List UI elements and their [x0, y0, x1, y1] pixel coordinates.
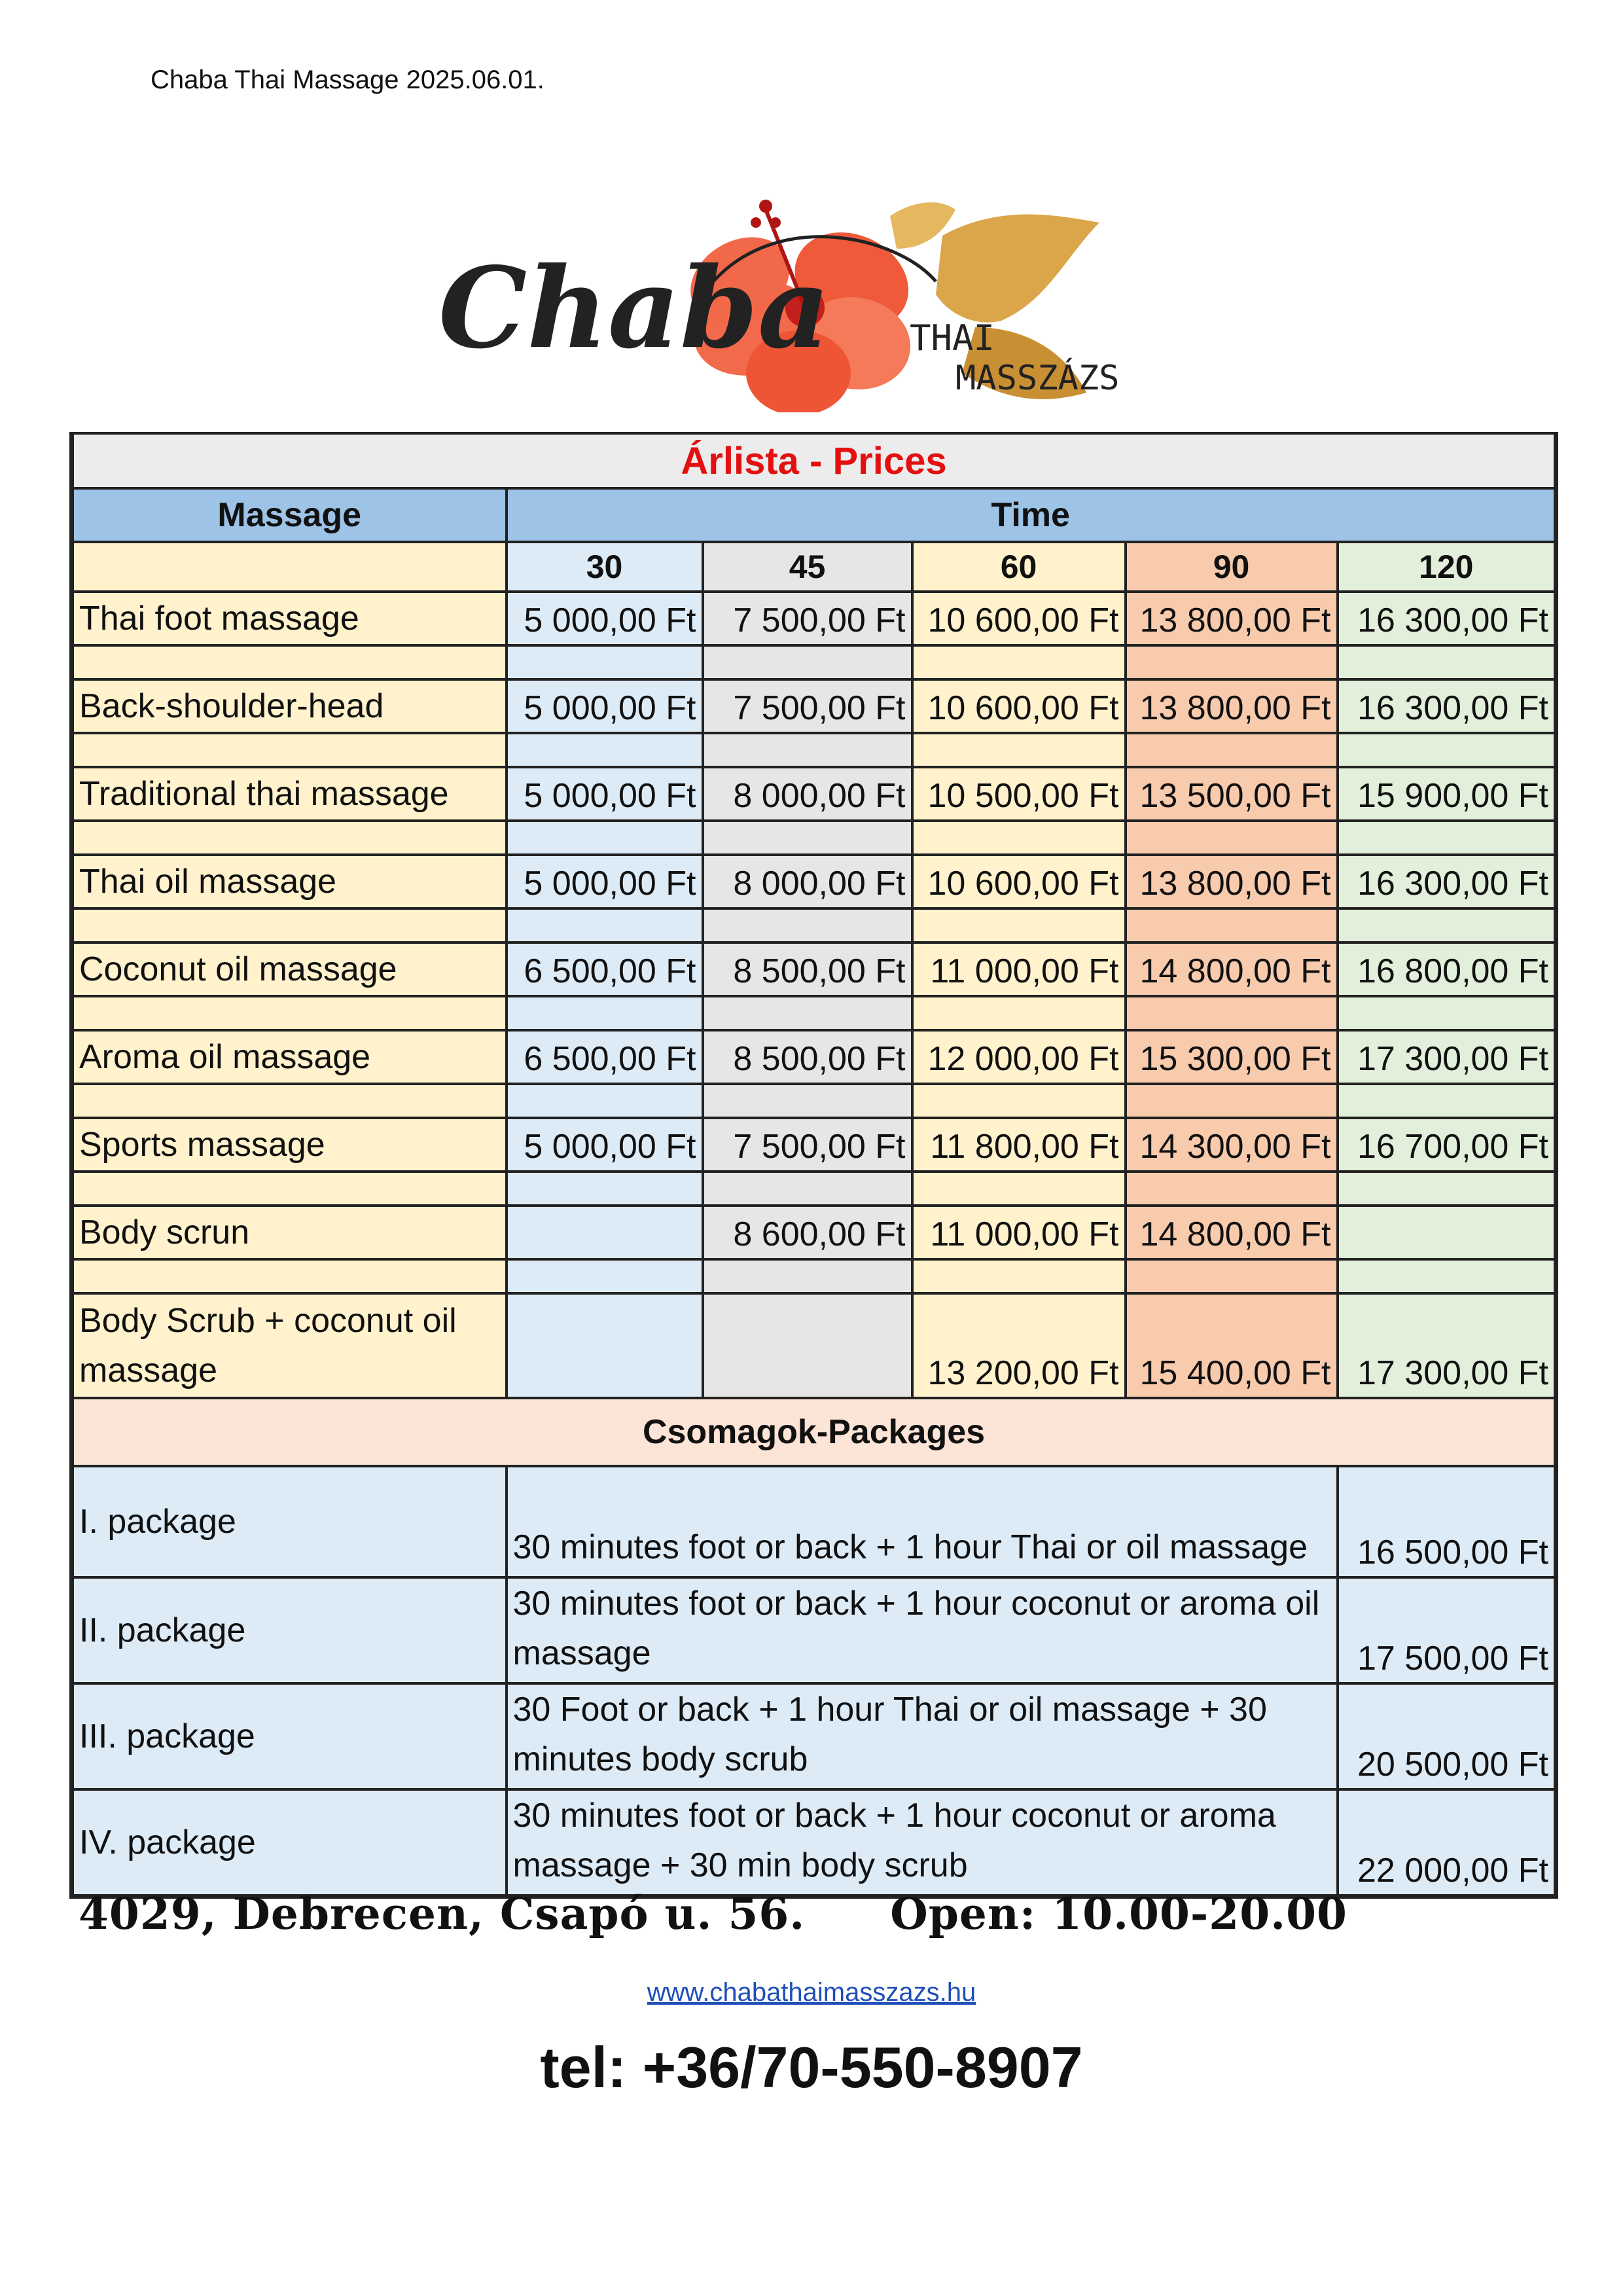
price-45: 8 600,00 Ft: [703, 1206, 912, 1259]
massage-name: Body scrun: [72, 1206, 507, 1259]
price-45: 7 500,00 Ft: [703, 1118, 912, 1172]
package-desc: 30 Foot or back + 1 hour Thai or oil massage + 30 minutes body scrub: [507, 1683, 1338, 1789]
package-desc: 30 minutes foot or back + 1 hour Thai or oil massage: [507, 1466, 1338, 1577]
price-60: 13 200,00 Ft: [912, 1293, 1126, 1398]
table-row: [72, 679, 1556, 733]
package-price: 22 000,00 Ft: [1338, 1789, 1556, 1897]
price-60: 11 000,00 Ft: [912, 1206, 1126, 1259]
package-price: 20 500,00 Ft: [1338, 1683, 1556, 1789]
price-30: 5 000,00 Ft: [507, 592, 703, 645]
table-row: [72, 592, 1556, 645]
table-row: [72, 1118, 1556, 1172]
package-name: II. package: [72, 1577, 507, 1683]
price-90: 15 400,00 Ft: [1126, 1293, 1338, 1398]
table-row: [72, 855, 1556, 908]
logo-thai: THAI: [910, 317, 995, 359]
price-90: 13 800,00 Ft: [1126, 679, 1338, 733]
price-45: [703, 1293, 912, 1398]
price-45: 7 500,00 Ft: [703, 592, 912, 645]
price-45: 7 500,00 Ft: [703, 679, 912, 733]
price-30: 5 000,00 Ft: [507, 679, 703, 733]
massage-name: Coconut oil massage: [72, 942, 507, 996]
table-row: [72, 767, 1556, 821]
massage-name: Thai oil massage: [72, 855, 507, 908]
table-row: [72, 1206, 1556, 1259]
price-90: 13 800,00 Ft: [1126, 592, 1338, 645]
price-90: 15 300,00 Ft: [1126, 1030, 1338, 1084]
package-row: [72, 1577, 1556, 1683]
time-header-120: 120: [1338, 542, 1556, 592]
price-120: 16 300,00 Ft: [1338, 679, 1556, 733]
price-60: 11 800,00 Ft: [912, 1118, 1126, 1172]
price-120: 16 800,00 Ft: [1338, 942, 1556, 996]
price-30: 5 000,00 Ft: [507, 855, 703, 908]
price-90: 14 800,00 Ft: [1126, 1206, 1338, 1259]
massage-name: Aroma oil massage: [72, 1030, 507, 1084]
logo-masszazs: MASSZÁZS: [955, 359, 1120, 398]
logo-word: Chaba: [438, 243, 830, 374]
massage-name: Back-shoulder-head: [72, 679, 507, 733]
price-90: 13 500,00 Ft: [1126, 767, 1338, 821]
chaba-logo: [438, 196, 1171, 412]
package-price: 17 500,00 Ft: [1338, 1577, 1556, 1683]
price-30: 5 000,00 Ft: [507, 1118, 703, 1172]
price-120: [1338, 1206, 1556, 1259]
packages-title: Csomagok-Packages: [72, 1398, 1556, 1466]
website-link[interactable]: www.chabathaimasszazs.hu: [647, 1978, 976, 2007]
address: 4029, Debrecen, Csapó u. 56.: [79, 1888, 806, 1939]
table-row: [72, 1293, 1556, 1398]
time-header-90: 90: [1126, 542, 1338, 592]
package-name: I. package: [72, 1466, 507, 1577]
massage-name: Thai foot massage: [72, 592, 507, 645]
package-name: IV. package: [72, 1789, 507, 1897]
chaba-logo-graphic: [438, 196, 1171, 412]
price-120: 15 900,00 Ft: [1338, 767, 1556, 821]
price-60: 10 500,00 Ft: [912, 767, 1126, 821]
address-line: [79, 1888, 1347, 1939]
price-60: 10 600,00 Ft: [912, 855, 1126, 908]
massage-name: Body Scrub + coconut oil massage: [72, 1293, 507, 1398]
price-30: [507, 1293, 703, 1398]
price-90: 14 800,00 Ft: [1126, 942, 1338, 996]
price-120: 16 300,00 Ft: [1338, 592, 1556, 645]
table-row: [72, 942, 1556, 996]
time-header-45: 45: [703, 542, 912, 592]
price-45: 8 500,00 Ft: [703, 1030, 912, 1084]
price-90: 14 300,00 Ft: [1126, 1118, 1338, 1172]
price-table: [69, 432, 1558, 1899]
price-45: 8 000,00 Ft: [703, 767, 912, 821]
price-30: 5 000,00 Ft: [507, 767, 703, 821]
website: [0, 1978, 1623, 2007]
price-60: 10 600,00 Ft: [912, 679, 1126, 733]
price-30: 6 500,00 Ft: [507, 942, 703, 996]
price-30: [507, 1206, 703, 1259]
phone-number: tel: +36/70-550-8907: [540, 2035, 1083, 2100]
package-row: [72, 1466, 1556, 1577]
price-45: 8 500,00 Ft: [703, 942, 912, 996]
price-120: 16 700,00 Ft: [1338, 1118, 1556, 1172]
price-60: 12 000,00 Ft: [912, 1030, 1126, 1084]
time-header-30: 30: [507, 542, 703, 592]
massage-name: Sports massage: [72, 1118, 507, 1172]
price-45: 8 000,00 Ft: [703, 855, 912, 908]
price-120: 16 300,00 Ft: [1338, 855, 1556, 908]
package-desc: 30 minutes foot or back + 1 hour coconut or aroma massage + 30 min body scrub: [507, 1789, 1338, 1897]
empty-cell: [72, 542, 507, 592]
table-row: [72, 1030, 1556, 1084]
price-30: 6 500,00 Ft: [507, 1030, 703, 1084]
price-60: 10 600,00 Ft: [912, 592, 1126, 645]
massage-name: Traditional thai massage: [72, 767, 507, 821]
price-table-title: Árlista - Prices: [72, 433, 1556, 488]
opening-hours: Open: 10.00-20.00: [890, 1888, 1347, 1939]
price-120: 17 300,00 Ft: [1338, 1293, 1556, 1398]
price-60: 11 000,00 Ft: [912, 942, 1126, 996]
price-90: 13 800,00 Ft: [1126, 855, 1338, 908]
package-name: III. package: [72, 1683, 507, 1789]
package-row: [72, 1789, 1556, 1897]
massage-column-header: Massage: [72, 488, 507, 542]
package-desc: 30 minutes foot or back + 1 hour coconut or aroma oil massage: [507, 1577, 1338, 1683]
package-price: 16 500,00 Ft: [1338, 1466, 1556, 1577]
time-column-header: Time: [507, 488, 1556, 542]
price-120: 17 300,00 Ft: [1338, 1030, 1556, 1084]
time-header-60: 60: [912, 542, 1126, 592]
package-row: [72, 1683, 1556, 1789]
header-note: Chaba Thai Massage 2025.06.01.: [151, 65, 544, 94]
